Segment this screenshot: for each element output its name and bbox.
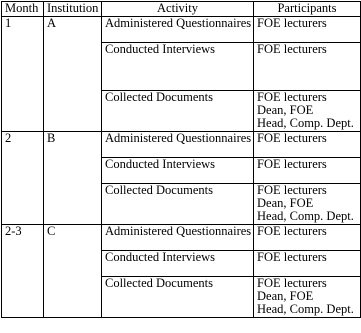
participant-line: Head, Comp. Dept. — [257, 209, 354, 223]
participants-cell — [254, 132, 361, 158]
institution-cell: A — [44, 17, 102, 132]
participant-line: Dean, FOE — [257, 289, 314, 303]
participant-line: Dean, FOE — [257, 103, 314, 117]
participants-cell — [254, 43, 361, 91]
activity-cell: Administered Questionnaires — [102, 132, 254, 158]
participant-line: FOE lecturers — [257, 90, 327, 104]
activity-cell: Collected Documents — [102, 184, 254, 225]
header-month: Month — [2, 2, 44, 17]
header-row — [2, 2, 361, 17]
institution-cell: B — [44, 132, 102, 225]
participants-cell — [254, 251, 361, 277]
participant-line: Head, Comp. Dept. — [257, 302, 354, 316]
month-cell: 2 — [2, 132, 44, 225]
header-institution: Institution — [44, 2, 102, 17]
participant-line: FOE lecturers — [257, 131, 327, 145]
participant-line: FOE lecturers — [257, 276, 327, 290]
activity-cell: Conducted Interviews — [102, 251, 254, 277]
participant-line: Head, Comp. Dept. — [257, 116, 354, 130]
schedule-table — [1, 1, 361, 318]
activity-cell: Administered Questionnaires — [102, 17, 254, 43]
participants-cell — [254, 91, 361, 132]
month-cell: 2-3 — [2, 225, 44, 318]
header-activity: Activity — [102, 2, 254, 17]
table-row — [2, 225, 361, 251]
activity-cell: Conducted Interviews — [102, 158, 254, 184]
participant-line: FOE lecturers — [257, 157, 327, 171]
participants-cell — [254, 184, 361, 225]
header-participants: Participants — [254, 2, 361, 17]
participant-line: FOE lecturers — [257, 42, 327, 56]
participant-line: Dean, FOE — [257, 196, 314, 210]
activity-cell: Collected Documents — [102, 277, 254, 318]
participants-cell — [254, 277, 361, 318]
activity-cell: Conducted Interviews — [102, 43, 254, 91]
institution-cell: C — [44, 225, 102, 318]
table-row — [2, 17, 361, 43]
participants-cell — [254, 225, 361, 251]
activity-cell: Collected Documents — [102, 91, 254, 132]
participants-cell — [254, 17, 361, 43]
table-row — [2, 132, 361, 158]
participant-line: FOE lecturers — [257, 183, 327, 197]
month-cell: 1 — [2, 17, 44, 132]
participant-line: FOE lecturers — [257, 250, 327, 264]
table-header — [2, 2, 361, 17]
participant-line: FOE lecturers — [257, 16, 327, 30]
table-body — [2, 17, 361, 318]
participants-cell — [254, 158, 361, 184]
activity-cell: Administered Questionnaires — [102, 225, 254, 251]
participant-line: FOE lecturers — [257, 224, 327, 238]
